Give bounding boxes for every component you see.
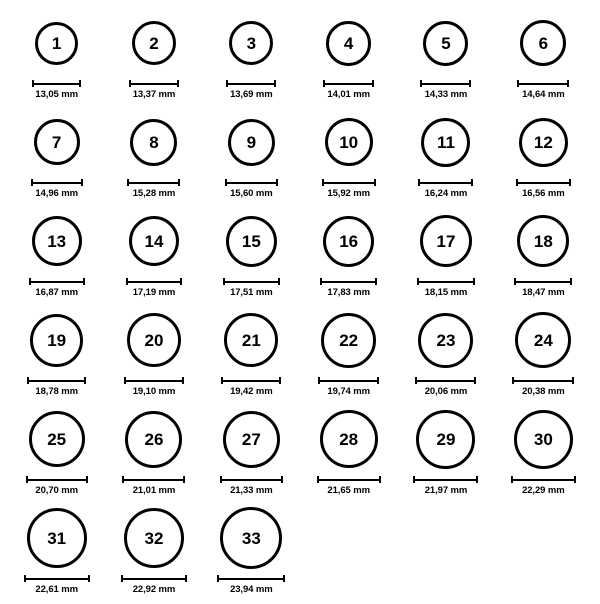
caliper-bar	[126, 278, 182, 285]
ring-grid	[8, 10, 592, 604]
ring-circle-wrap	[515, 307, 571, 373]
caliper-bar	[32, 80, 81, 87]
caliper-bar	[223, 278, 280, 285]
ring-diameter-label: 17,51 mm	[230, 287, 273, 298]
ring-circle-wrap	[519, 109, 568, 175]
caliper-bar	[514, 278, 572, 285]
diameter-caliper-icon	[223, 277, 280, 285]
ring-circle-wrap	[125, 406, 182, 472]
ring-circle-icon	[420, 215, 472, 267]
ring-circle-icon	[517, 215, 569, 267]
ring-size-label: 5	[441, 33, 451, 53]
diameter-caliper-icon	[217, 574, 285, 582]
ring-diameter-label: 18,47 mm	[522, 287, 565, 298]
ring-circle-icon	[514, 410, 573, 469]
ring-diameter-label: 15,28 mm	[132, 188, 176, 199]
ring-circle-icon	[421, 118, 470, 167]
ring-diameter-label: 22,29 mm	[522, 485, 565, 496]
ring-circle-wrap	[224, 307, 278, 373]
ring-circle-icon	[132, 21, 176, 65]
ring-circle-icon	[228, 119, 275, 166]
diameter-caliper-icon	[417, 277, 475, 285]
ring-size-label: 18	[533, 231, 553, 251]
caliper-bar	[517, 80, 569, 87]
ring-circle-icon	[223, 411, 280, 468]
ring-circle-icon	[423, 21, 468, 66]
ring-circle-wrap	[223, 406, 280, 472]
ring-size-label: 11	[436, 132, 455, 152]
ring-cell[interactable]	[300, 406, 397, 505]
ring-circle-wrap	[228, 109, 275, 175]
ring-circle-icon	[124, 508, 184, 568]
diameter-caliper-icon	[512, 376, 574, 384]
ring-cell[interactable]	[397, 109, 494, 208]
diameter-caliper-icon	[27, 376, 86, 384]
caliper-bar	[317, 476, 381, 483]
ring-circle-icon	[125, 411, 182, 468]
ring-circle-icon	[519, 118, 568, 167]
ring-cell[interactable]	[203, 10, 300, 109]
ring-circle-icon	[321, 313, 376, 368]
ring-circle-icon	[520, 20, 566, 66]
caliper-bar	[413, 476, 478, 483]
ring-size-label: 32	[144, 528, 164, 548]
ring-circle-wrap	[416, 406, 475, 472]
ring-circle-wrap	[517, 208, 569, 274]
diameter-caliper-icon	[126, 277, 182, 285]
caliper-bar	[322, 179, 376, 186]
ring-diameter-label: 16,56 mm	[522, 188, 565, 199]
ring-cell[interactable]	[105, 109, 202, 208]
ring-circle-icon	[418, 313, 473, 368]
caliper-bar	[122, 476, 185, 483]
ring-size-label: 6	[538, 33, 549, 53]
diameter-caliper-icon	[26, 475, 88, 483]
caliper-bar	[24, 575, 90, 582]
ring-diameter-label: 13,37 mm	[132, 89, 176, 100]
ring-cell[interactable]	[203, 307, 300, 406]
ring-circle-icon	[325, 118, 373, 166]
ring-size-label: 10	[339, 132, 359, 152]
ring-size-label: 27	[241, 429, 261, 449]
ring-circle-wrap	[32, 208, 82, 274]
ring-diameter-label: 14,64 mm	[522, 89, 565, 100]
caliper-bar	[221, 377, 281, 384]
ring-circle-icon	[34, 119, 80, 165]
caliper-bar	[318, 377, 379, 384]
caliper-bar	[27, 377, 86, 384]
ring-circle-icon	[29, 411, 85, 467]
ring-diameter-label: 19,74 mm	[327, 386, 370, 397]
ring-diameter-label: 17,19 mm	[132, 287, 176, 298]
ring-circle-icon	[224, 313, 278, 367]
ring-diameter-label: 21,33 mm	[230, 485, 273, 496]
ring-diameter-label: 18,15 mm	[424, 287, 468, 298]
ring-circle-wrap	[325, 109, 373, 175]
ring-cell[interactable]	[397, 406, 494, 505]
diameter-caliper-icon	[517, 79, 569, 87]
caliper-bar	[217, 575, 285, 582]
ring-diameter-label: 22,61 mm	[35, 584, 78, 595]
caliper-bar	[418, 179, 473, 186]
ring-size-label: 15	[241, 231, 261, 251]
ring-circle-icon	[32, 216, 82, 266]
diameter-caliper-icon	[220, 475, 283, 483]
diameter-caliper-icon	[323, 79, 374, 87]
ring-diameter-label: 20,38 mm	[522, 386, 565, 397]
ring-diameter-label: 22,92 mm	[132, 584, 176, 595]
ring-cell[interactable]	[397, 208, 494, 307]
ring-cell[interactable]	[105, 208, 202, 307]
ring-size-label: 22	[339, 330, 359, 350]
ring-cell[interactable]	[105, 10, 202, 109]
ring-size-label: 14	[144, 231, 164, 251]
ring-cell[interactable]	[495, 109, 592, 208]
diameter-caliper-icon	[122, 475, 185, 483]
ring-circle-wrap	[418, 307, 473, 373]
caliper-bar	[121, 575, 187, 582]
ring-size-label: 30	[533, 429, 553, 449]
ring-cell[interactable]	[300, 208, 397, 307]
ring-cell[interactable]	[8, 406, 105, 505]
ring-circle-icon	[326, 21, 371, 66]
diameter-caliper-icon	[121, 574, 187, 582]
ring-size-label: 16	[339, 231, 359, 251]
ring-circle-icon	[220, 507, 282, 569]
ring-size-label: 9	[246, 132, 257, 152]
ring-cell[interactable]	[300, 10, 397, 109]
ring-size-label: 17	[436, 231, 456, 251]
ring-diameter-label: 16,87 mm	[35, 287, 78, 298]
diameter-caliper-icon	[124, 376, 184, 384]
diameter-caliper-icon	[31, 178, 83, 186]
ring-diameter-label: 21,65 mm	[327, 485, 370, 496]
ring-diameter-label: 18,78 mm	[35, 386, 78, 397]
caliper-bar	[29, 278, 85, 285]
ring-size-label: 26	[144, 429, 164, 449]
ring-circle-wrap	[220, 505, 282, 571]
ring-size-label: 25	[47, 429, 67, 449]
ring-circle-icon	[416, 410, 475, 469]
ring-circle-icon	[229, 21, 273, 65]
ring-diameter-label: 19,42 mm	[230, 386, 273, 397]
caliper-bar	[129, 80, 179, 87]
caliper-bar	[26, 476, 88, 483]
diameter-caliper-icon	[129, 79, 179, 87]
ring-size-label: 23	[436, 330, 456, 350]
diameter-caliper-icon	[413, 475, 478, 483]
caliper-bar	[420, 80, 471, 87]
ring-circle-wrap	[420, 208, 472, 274]
ring-diameter-label: 14,01 mm	[327, 89, 370, 100]
ring-circle-wrap	[326, 10, 371, 76]
ring-cell[interactable]	[203, 208, 300, 307]
ring-cell[interactable]	[495, 10, 592, 109]
ring-size-label: 1	[51, 33, 62, 53]
ring-cell[interactable]	[300, 109, 397, 208]
diameter-caliper-icon	[32, 79, 81, 87]
ring-diameter-label: 21,01 mm	[132, 485, 176, 496]
caliper-bar	[415, 377, 476, 384]
diameter-caliper-icon	[318, 376, 379, 384]
ring-size-label: 8	[149, 132, 159, 152]
ring-circle-wrap	[129, 208, 179, 274]
ring-diameter-label: 20,70 mm	[35, 485, 78, 496]
diameter-caliper-icon	[514, 277, 572, 285]
ring-size-label: 3	[246, 33, 257, 53]
ring-diameter-label: 17,83 mm	[327, 287, 370, 298]
ring-diameter-label: 14,96 mm	[35, 188, 78, 199]
ring-circle-wrap	[229, 10, 273, 76]
diameter-caliper-icon	[127, 178, 180, 186]
caliper-bar	[220, 476, 283, 483]
caliper-bar	[225, 179, 278, 186]
ring-diameter-label: 16,24 mm	[424, 188, 468, 199]
caliper-bar	[320, 278, 377, 285]
diameter-caliper-icon	[415, 376, 476, 384]
diameter-caliper-icon	[418, 178, 473, 186]
ring-circle-icon	[515, 312, 571, 368]
ring-cell[interactable]	[495, 307, 592, 406]
diameter-caliper-icon	[320, 277, 377, 285]
ring-circle-wrap	[520, 10, 566, 76]
diameter-caliper-icon	[226, 79, 276, 87]
diameter-caliper-icon	[322, 178, 376, 186]
ring-circle-wrap	[29, 406, 85, 472]
ring-cell[interactable]	[203, 406, 300, 505]
ring-circle-wrap	[34, 109, 80, 175]
ring-cell[interactable]	[300, 307, 397, 406]
ring-diameter-label: 20,06 mm	[424, 386, 468, 397]
diameter-caliper-icon	[420, 79, 471, 87]
ring-size-label: 19	[47, 330, 67, 350]
ring-circle-icon	[27, 508, 87, 568]
caliper-bar	[516, 179, 571, 186]
caliper-bar	[124, 377, 184, 384]
ring-size-label: 24	[533, 330, 553, 350]
ring-circle-icon	[323, 216, 374, 267]
ring-size-label: 29	[436, 429, 456, 449]
ring-cell[interactable]	[105, 406, 202, 505]
diameter-caliper-icon	[221, 376, 281, 384]
ring-cell[interactable]	[8, 505, 105, 604]
ring-size-label: 21	[241, 330, 261, 350]
ring-size-label: 12	[533, 132, 553, 152]
ring-diameter-label: 23,94 mm	[230, 584, 273, 595]
ring-circle-icon	[30, 314, 83, 367]
ring-circle-icon	[127, 313, 181, 367]
diameter-caliper-icon	[516, 178, 571, 186]
ring-cell[interactable]	[8, 109, 105, 208]
ring-circle-wrap	[421, 109, 470, 175]
ring-circle-wrap	[30, 307, 83, 373]
diameter-caliper-icon	[511, 475, 576, 483]
ring-circle-wrap	[132, 10, 176, 76]
ring-size-label: 28	[339, 429, 359, 449]
ring-circle-icon	[35, 22, 78, 65]
ring-cell[interactable]	[495, 208, 592, 307]
ring-circle-icon	[226, 216, 277, 267]
ring-circle-wrap	[124, 505, 184, 571]
ring-cell[interactable]	[105, 505, 202, 604]
diameter-caliper-icon	[24, 574, 90, 582]
ring-circle-wrap	[27, 505, 87, 571]
ring-circle-wrap	[127, 307, 181, 373]
caliper-bar	[127, 179, 180, 186]
ring-diameter-label: 14,33 mm	[424, 89, 468, 100]
ring-cell[interactable]	[203, 505, 300, 604]
ring-diameter-label: 15,92 mm	[327, 188, 370, 199]
ring-circle-wrap	[226, 208, 277, 274]
ring-size-label: 4	[343, 33, 354, 53]
caliper-bar	[511, 476, 576, 483]
diameter-caliper-icon	[225, 178, 278, 186]
ring-size-label: 31	[47, 528, 67, 548]
caliper-bar	[31, 179, 83, 186]
ring-cell[interactable]	[8, 208, 105, 307]
diameter-caliper-icon	[29, 277, 85, 285]
ring-diameter-label: 19,10 mm	[132, 386, 176, 397]
ring-circle-wrap	[35, 10, 78, 76]
ring-circle-wrap	[323, 208, 374, 274]
caliper-bar	[323, 80, 374, 87]
ring-size-label: 33	[241, 528, 261, 548]
ring-circle-icon	[129, 216, 179, 266]
ring-size-label: 13	[47, 231, 67, 251]
ring-circle-icon	[320, 410, 378, 468]
ring-circle-wrap	[321, 307, 376, 373]
ring-diameter-label: 13,05 mm	[35, 89, 78, 100]
ring-cell[interactable]	[105, 307, 202, 406]
caliper-bar	[417, 278, 475, 285]
ring-size-label: 7	[51, 132, 62, 152]
ring-size-label: 20	[144, 330, 164, 350]
ring-circle-wrap	[130, 109, 177, 175]
ring-size-label: 2	[149, 33, 159, 53]
ring-circle-wrap	[320, 406, 378, 472]
ring-cell[interactable]	[397, 10, 494, 109]
ring-circle-wrap	[514, 406, 573, 472]
caliper-bar	[226, 80, 276, 87]
caliper-bar	[512, 377, 574, 384]
ring-circle-wrap	[423, 10, 468, 76]
ring-cell[interactable]	[8, 10, 105, 109]
ring-cell[interactable]	[397, 307, 494, 406]
diameter-caliper-icon	[317, 475, 381, 483]
ring-circle-icon	[130, 119, 177, 166]
ring-cell[interactable]	[8, 307, 105, 406]
ring-diameter-label: 13,69 mm	[230, 89, 273, 100]
ring-diameter-label: 21,97 mm	[424, 485, 468, 496]
ring-diameter-label: 15,60 mm	[230, 188, 273, 199]
ring-cell[interactable]	[203, 109, 300, 208]
ring-cell[interactable]	[495, 406, 592, 505]
